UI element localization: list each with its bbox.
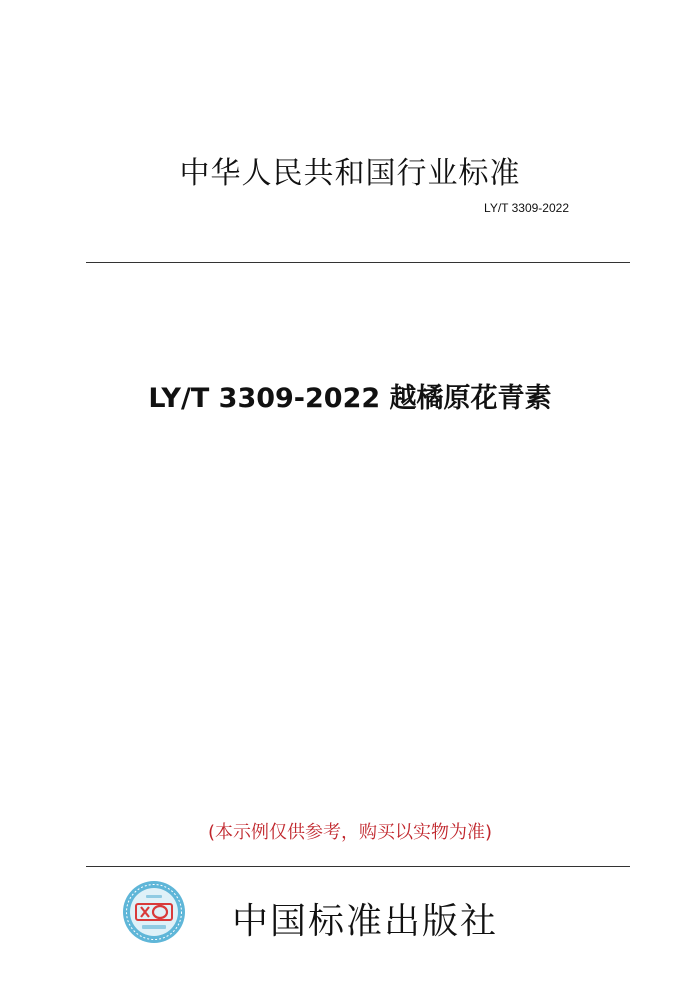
document-title: LY/T 3309-2022 越橘原花青素 [148, 383, 552, 414]
publisher-name: 中国标准出版社 [232, 901, 499, 942]
sample-notice: (本示例仅供参考，购买以实物为准) [207, 822, 493, 843]
standard-category-title: 中华人民共和国行业标准 [179, 156, 521, 191]
standard-code: LY/T 3309-2022 [484, 201, 569, 215]
standards-certification-seal-icon [122, 880, 186, 944]
top-divider [86, 262, 630, 263]
bottom-divider [86, 866, 630, 867]
